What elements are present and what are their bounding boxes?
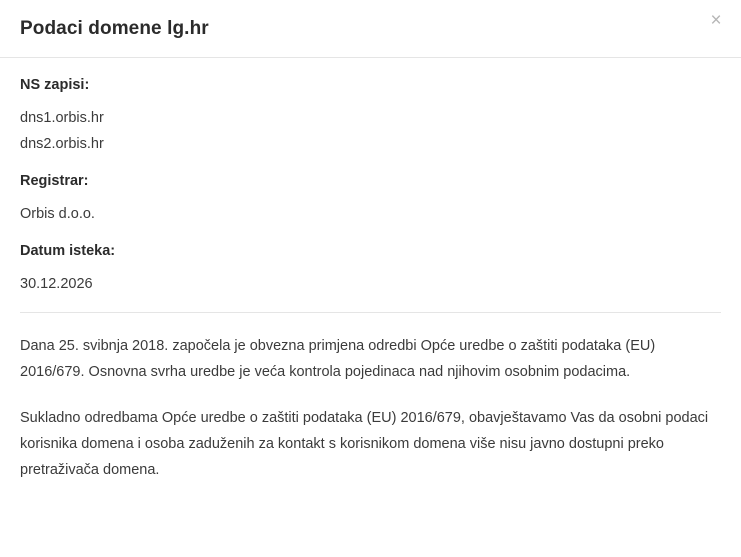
modal-body [0, 58, 741, 483]
ns-records-block [20, 76, 721, 154]
registrar-value: Orbis d.o.o. [20, 206, 95, 222]
modal-header [0, 0, 741, 58]
gdpr-notice-paragraph: Dana 25. svibnja 2018. započela je obvezna primjena odredbi Opće uredbe o zaštiti podataka (EU) 2016/679. Osnovna svrha uredbe je veća kontrola pojedinaca nad njihovim osobnim podacima. [20, 338, 656, 380]
section-divider [20, 312, 721, 313]
gdpr-notice-paragraph: Sukladno odredbama Opće uredbe o zaštiti podataka (EU) 2016/679, obavještavamo Vas da osobni podaci korisnika domena i osoba zaduženih za kontakt s korisnikom domena više nisu javno dostupni preko pretraživača domena. [20, 410, 709, 478]
registrar-block [20, 172, 721, 224]
expiry-block [20, 242, 721, 294]
page-title: Podaci domene lg.hr [20, 18, 209, 39]
close-icon[interactable]: × [705, 10, 727, 32]
registrar-label: Registrar: [20, 173, 89, 189]
expiry-label: Datum isteka: [20, 243, 116, 259]
ns-record-value: dns2.orbis.hr [20, 136, 104, 152]
expiry-value: 30.12.2026 [20, 276, 93, 292]
ns-records-label: NS zapisi: [20, 77, 90, 93]
ns-record-value: dns1.orbis.hr [20, 110, 104, 126]
